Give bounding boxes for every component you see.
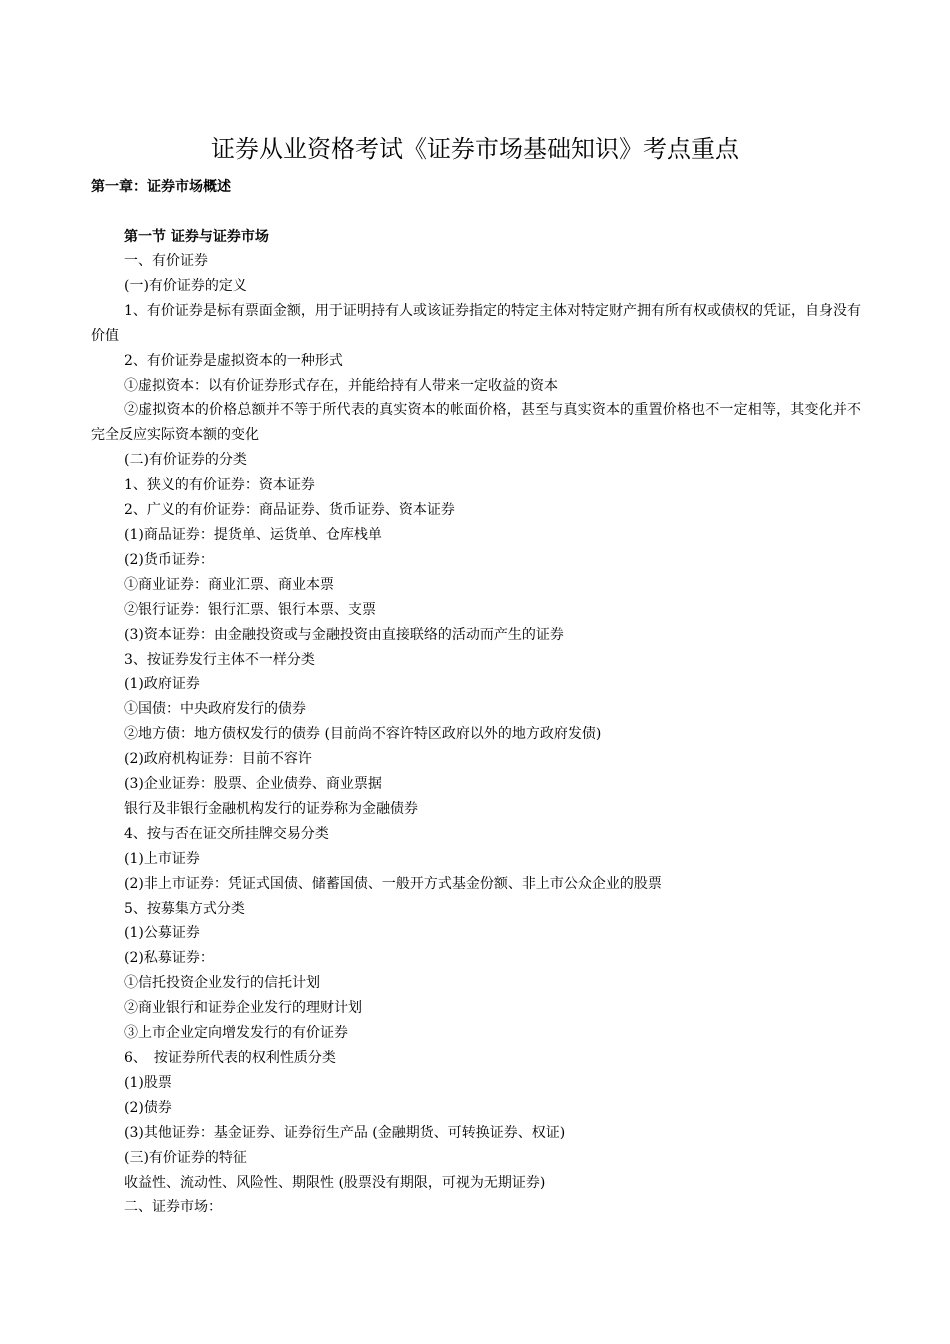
paragraph: (3)企业证券：股票、企业债券、商业票据 [124, 776, 382, 793]
paragraph: (1)股票 [124, 1074, 172, 1091]
paragraph: 2、有价证券是虚拟资本的一种形式 [124, 352, 343, 369]
paragraph: ②商业银行和证券企业发行的理财计划 [124, 1000, 362, 1017]
paragraph: 二、证券市场： [124, 1199, 222, 1216]
paragraph: (二)有价证券的分类 [124, 452, 247, 469]
paragraph: (2)非上市证券：凭证式国债、储蓄国债、一般开方式基金份额、非上市公众企业的股票 [124, 875, 662, 892]
paragraph: (1)政府证券 [124, 676, 200, 693]
paragraph: 6、 按证券所代表的权利性质分类 [124, 1050, 336, 1066]
paragraph: (3)其他证券：基金证券、证券衍生产品 (金融期货、可转换证券、权证) [124, 1124, 566, 1141]
paragraph: (一)有价证券的定义 [124, 277, 247, 294]
paragraph: (2)政府机构证券：目前不容许 [124, 751, 312, 768]
paragraph: ②虚拟资本的价格总额并不等于所代表的真实资本的帐面价格，甚至与真实资本的重置价格也不一定相等，其变化并不完全反应实际资本额的变化 [91, 402, 861, 444]
paragraph: (三)有价证券的特征 [124, 1149, 247, 1166]
paragraph: (2)私募证券： [124, 950, 214, 967]
paragraph: 4、按与否在证交所挂牌交易分类 [124, 825, 329, 842]
paragraph: 5、按募集方式分类 [124, 900, 245, 917]
paragraph: ①信托投资企业发行的信托计划 [124, 975, 320, 992]
paragraph: 3、按证券发行主体不一样分类 [124, 651, 315, 668]
section-heading: 第一节 证券与证券市场 [124, 229, 269, 245]
paragraph: ②银行证券：银行汇票、银行本票、支票 [124, 601, 376, 618]
paragraph: (1)商品证券：提货单、运货单、仓库栈单 [124, 526, 382, 543]
paragraph: (3)资本证券：由金融投资或与金融投资由直接联络的活动而产生的证券 [124, 626, 564, 643]
document-body [91, 249, 861, 1220]
paragraph: 1、狭义的有价证券：资本证券 [124, 477, 315, 494]
paragraph: (2)债券 [124, 1099, 172, 1116]
paragraph: 2、广义的有价证券：商品证券、货币证券、资本证券 [124, 502, 455, 519]
paragraph: ③上市企业定向增发发行的有价证券 [124, 1025, 348, 1042]
paragraph: 一、有价证券 [124, 253, 208, 269]
paragraph: 收益性、流动性、风险性、期限性 (股票没有期限，可视为无期证券) [124, 1174, 546, 1191]
paragraph: ①国债：中央政府发行的债券 [124, 701, 306, 718]
paragraph: ②地方债：地方债权发行的债券 (目前尚不容许特区政府以外的地方政府发债) [124, 726, 602, 743]
document-title: 证券从业资格考试《证券市场基础知识》考点重点 [211, 135, 739, 163]
paragraph: (1)公募证券 [124, 925, 200, 942]
paragraph: (2)货币证券： [124, 551, 214, 568]
paragraph: ①虚拟资本：以有价证券形式存在，并能给持有人带来一定收益的资本 [124, 377, 558, 394]
paragraph: (1)上市证券 [124, 850, 200, 867]
paragraph: 1、有价证券是标有票面金额，用于证明持有人或该证券指定的特定主体对特定财产拥有所有权或债权的凭证，自身没有价值 [91, 302, 861, 344]
chapter-heading: 第一章：证券市场概述 [91, 179, 231, 195]
paragraph: ①商业证券：商业汇票、商业本票 [124, 576, 334, 593]
paragraph: 银行及非银行金融机构发行的证券称为金融债券 [124, 800, 418, 817]
